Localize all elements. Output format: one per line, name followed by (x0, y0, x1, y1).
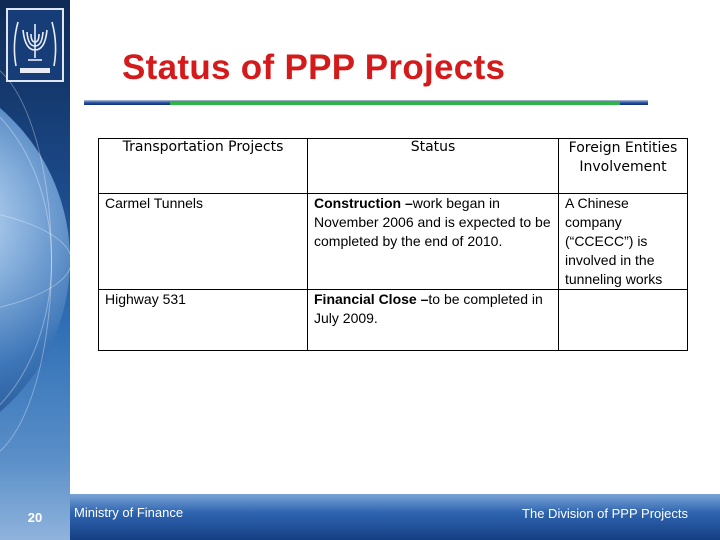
project-status (308, 194, 559, 290)
status-detail: work began in November 2006 and is expected to be completed by the end of 2010. (314, 195, 551, 249)
status-detail: to be completed in July 2009. (314, 291, 543, 326)
footer-division: The Division of PPP Projects (522, 506, 688, 521)
header-foreign-entities: Foreign Entities Involvement (559, 139, 688, 194)
project-name: Carmel Tunnels (99, 194, 308, 290)
header-status: Status (308, 139, 559, 194)
project-name: Highway 531 (99, 290, 308, 351)
page-number: 20 (27, 509, 43, 525)
foreign-involvement (559, 290, 688, 351)
page-title: Status of PPP Projects (122, 48, 506, 87)
globe-icon (0, 60, 70, 460)
projects-table (98, 138, 688, 351)
table-row (99, 194, 688, 290)
side-decoration (0, 0, 70, 540)
status-phase: Construction – (314, 195, 413, 211)
foreign-involvement: A Chinese company (“CCECC”) is involved in the tunneling works (559, 194, 688, 290)
project-status (308, 290, 559, 351)
table-header-row (99, 139, 688, 194)
title-divider-accent (170, 102, 620, 105)
footer-ministry: Ministry of Finance (74, 505, 184, 520)
table-row (99, 290, 688, 351)
status-phase: Financial Close – (314, 291, 429, 307)
state-emblem-icon (6, 8, 64, 82)
header-transportation-projects: Transportation Projects (99, 139, 308, 194)
